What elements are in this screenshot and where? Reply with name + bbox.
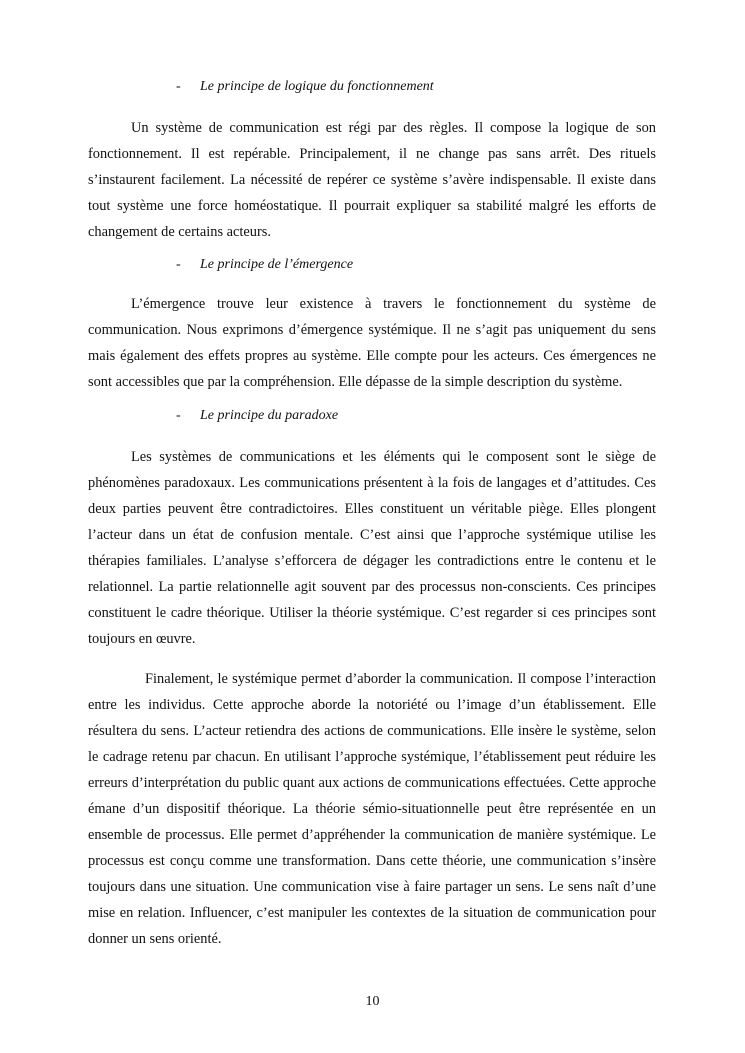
heading-dash: - (176, 79, 181, 94)
paragraph-paradoxe: Les systèmes de communications et les éléments qui le composent sont le siège de phénomènes paradoxaux. Les communications présentent à la fois de langages et d’attitudes. Ces deux parties peuvent être contradictoires. Elles constituent un véritable piège. Elles plongent l’acteur dans un état de confusion mentale. C’est ainsi que l’approche systémique utilise les thérapies familiales. L’analyse s’efforcera de dégager les contradictions entre le contenu et le relationnel. La partie relationnelle agit souvent par des processus non-conscients. Ces principes constituent le cadre théorique. Utiliser la théorie systémique. C’est regarder si ces principes sont toujours en œuvre. (88, 449, 656, 647)
paragraph-conclusion: Finalement, le systémique permet d’aborder la communication. Il compose l’interaction entre les individus. Cette approche aborde la notoriété ou l’image d’un établissement. Elle résultera du sens. L’acteur retiendra des actions de communications. Elle insère le système, selon le cadrage retenu par chacun. En utilisant l’approche systémique, l’établissement peut réduire les erreurs d’interprétation du public quant aux actions de communications effectuées. Cette approche émane d’un dispositif théorique. La théorie sémio-situationnelle peut être représentée en un ensemble de processus. Elle permet d’appréhender la communication de manière systémique. Le processus est conçu comme une transformation. Dans cette théorie, une communication s’insère toujours dans une situation. Une communication vise à faire partager un sens. Le sens naît d’une mise en relation. Influencer, c’est manipuler les contextes de la situation de communication pour donner un sens orienté. (88, 671, 656, 947)
page-number: 10 (365, 994, 380, 1009)
section-heading-paradoxe (176, 407, 338, 425)
paragraph-emergence: L’émergence trouve leur existence à travers le fonctionnement du système de communication. Nous exprimons d’émergence systémique. Il ne s’agit pas uniquement du sens mais également des effets propres au système. Elle compte pour les acteurs. Ces émergences ne sont accessibles que par la compréhension. Elle dépasse de la simple description du système. (88, 296, 656, 390)
section-heading-emergence (176, 256, 353, 274)
heading-title: Le principe de logique du fonctionnement (200, 79, 434, 94)
heading-dash: - (176, 257, 181, 272)
paragraph-logique: Un système de communication est régi par des règles. Il compose la logique de son fonctionnement. Il est repérable. Principalement, il ne change pas sans arrêt. Des rituels s’instaurent facilement. La nécessité de repérer ce système s’avère indispensable. Il existe dans tout système une force homéostatique. Il pourrait expliquer sa stabilité malgré les efforts de changement de certains acteurs. (88, 120, 656, 240)
heading-dash: - (176, 408, 181, 423)
section-heading-logique (176, 78, 434, 96)
heading-title: Le principe du paradoxe (200, 408, 339, 423)
heading-title: Le principe de l’émergence (200, 257, 354, 272)
